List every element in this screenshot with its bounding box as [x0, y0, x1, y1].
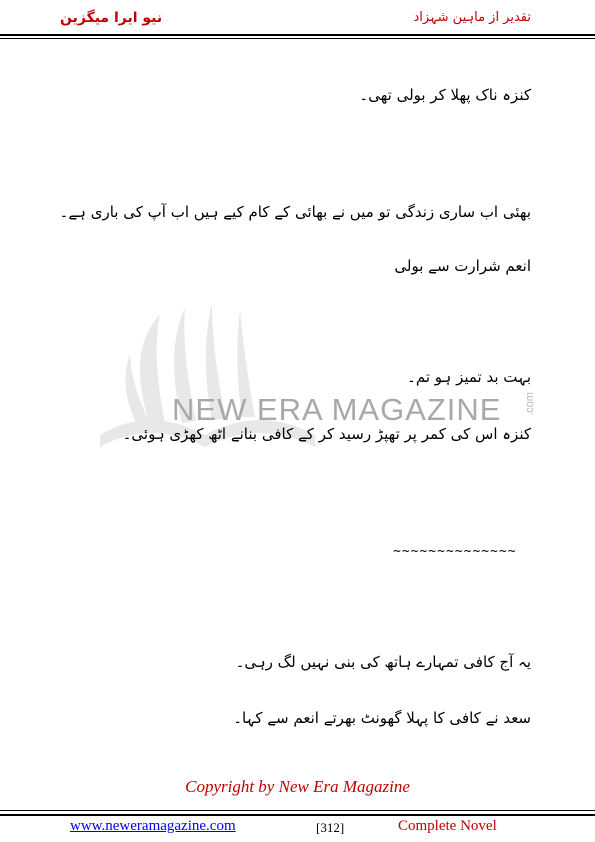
paragraph-5: کنزہ اس کی کمر پر تھپڑ رسید کر کے کافی بنانے اٹھ کھڑی ہوئی۔ — [122, 425, 531, 443]
paragraph-2: بھئی اب ساری زندگی تو میں نے بھائی کے کام کیے ہیں اب آپ کی باری ہے۔ — [59, 203, 531, 221]
section-separator: ~~~~~~~~~~~~~~ — [393, 544, 517, 559]
footer-website-link[interactable]: www.neweramagazine.com — [70, 818, 236, 834]
paragraph-4: بہت بد تمیز ہو تم۔ — [407, 368, 531, 386]
footer-page-number: [312] — [316, 820, 345, 835]
header-rule — [0, 34, 595, 36]
footer-rule-thin — [0, 810, 595, 811]
header-magazine-name: نیو ایرا میگزین — [60, 10, 163, 26]
paragraph-6: یہ آج کافی تمہارے ہاتھ کی بنی نہیں لگ رہی۔ — [235, 653, 531, 671]
paragraph-7: سعد نے کافی کا پہلا گھونٹ بھرتے انعم سے کہا۔ — [233, 709, 531, 727]
header-rule-thin — [0, 38, 595, 39]
header-novel-title: تقدیر از ماہین شہزاد — [413, 10, 531, 25]
watermark-suffix: .com — [523, 392, 536, 416]
watermark-text: NEW ERA MAGAZINE — [172, 392, 502, 427]
footer-section-label: Complete Novel — [398, 818, 497, 834]
copyright-notice: Copyright by New Era Magazine — [185, 777, 410, 796]
footer-rule — [0, 814, 595, 816]
paragraph-1: کنزہ ناک پھلا کر بولی تھی۔ — [359, 86, 531, 104]
paragraph-3: انعم شرارت سے بولی — [394, 257, 531, 275]
